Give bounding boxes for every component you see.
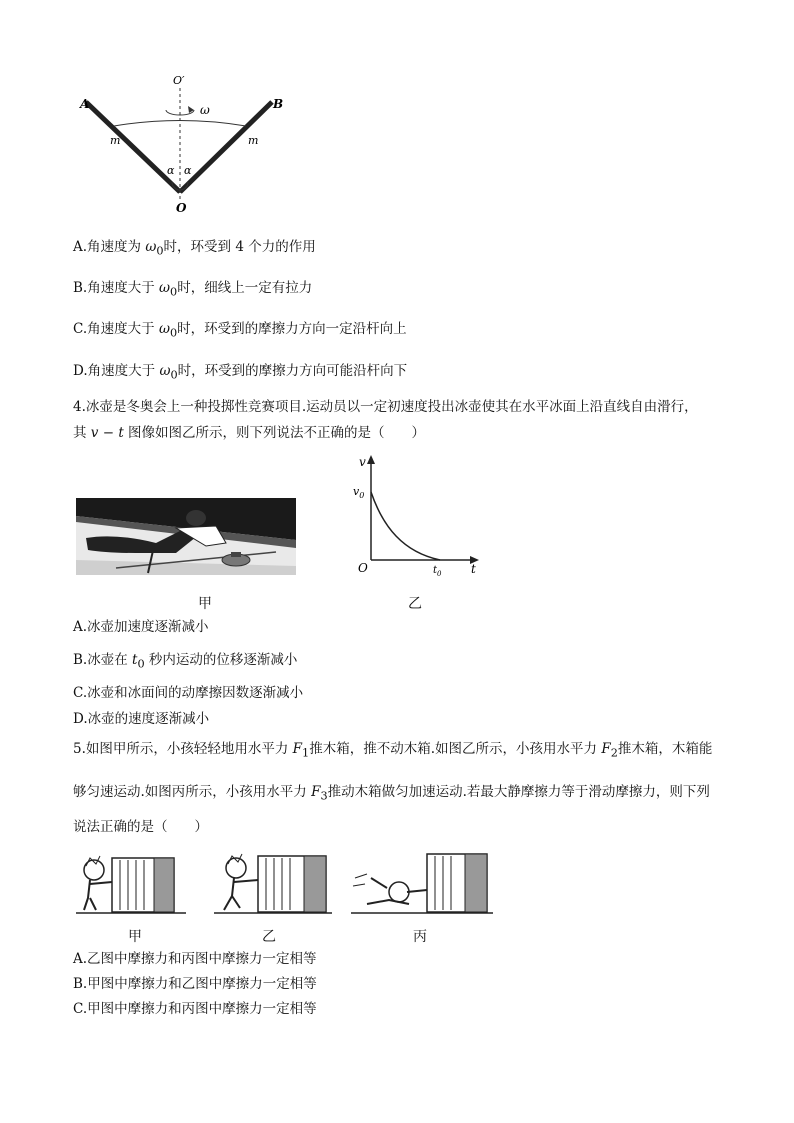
rotating-v-rod-figure [76, 70, 291, 220]
q5-caption-jia: 甲 [128, 929, 142, 945]
q5-caption-yi: 乙 [262, 929, 276, 945]
axis-label-t: t [471, 562, 476, 576]
label-a: A [80, 97, 90, 111]
label-m-right: m [248, 134, 259, 147]
q4-stem-line2: 其 v − t 图像如图乙所示，则下列说法不正确的是（ ） [73, 425, 426, 441]
q3-option-d: D.角速度大于 $\omega_0$时，环受到的摩擦力方向可能沿杆向下 [73, 363, 408, 382]
q4-stem-line1: 4.冰壶是冬奥会上一种投掷性竞赛项目.运动员以一定初速度投出冰壶使其在水平冰面上沿直线自由滑行， [73, 399, 698, 415]
v-t-graph [343, 452, 483, 577]
label-omega: ω [200, 103, 210, 117]
q3-option-a: A.角速度为 $\omega_0$时，环受到 4 个力的作用 [73, 239, 316, 258]
label-o-prime: O′ [173, 74, 185, 87]
label-alpha-right: α [184, 164, 192, 177]
child-pushing-box-bing [351, 848, 493, 916]
q4-caption-jia: 甲 [198, 596, 212, 612]
q3-option-b: B.角速度大于 $\omega_0$时，细线上一定有拉力 [73, 280, 313, 299]
svg-text:v0: $v_0$ [353, 485, 365, 500]
label-b: B [273, 97, 284, 111]
label-o: O [176, 201, 187, 215]
svg-text:t0: $t_0$ [433, 565, 442, 577]
t0-label: t [433, 565, 438, 576]
v0-label: v [353, 485, 360, 498]
q5-stem-line2: 够匀速运动.如图丙所示，小孩用水平力 $F_3$推动木箱做匀加速运动.若最大静摩擦力等于滑动摩擦力，则下列 [73, 784, 710, 803]
q4-option-b: B.冰壶在 $t_0$ 秒内运动的位移逐渐减小 [73, 652, 298, 671]
q5-stem-line3: 说法正确的是（ ） [73, 819, 208, 835]
label-alpha-left: α [167, 164, 175, 177]
label-m-left: m [110, 134, 121, 147]
axis-label-v: v [359, 455, 366, 469]
velocity-curve [371, 492, 440, 560]
q5-option-a: A.乙图中摩擦力和丙图中摩擦力一定相等 [73, 951, 317, 967]
q3-option-c: C.角速度大于 $\omega_0$时，环受到的摩擦力方向一定沿杆向上 [73, 321, 407, 340]
q4-option-d: D.冰壶的速度逐渐减小 [73, 711, 210, 727]
q5-stem-line1: 5.如图甲所示，小孩轻轻地用水平力 $F_1$推木箱，推不动木箱.如图乙所示，小孩用水平力 $F_2$推木箱，木箱能 [73, 741, 713, 760]
q4-option-a: A.冰壶加速度逐渐减小 [73, 619, 209, 635]
curling-photo [76, 498, 296, 575]
q5-option-c: C.甲图中摩擦力和丙图中摩擦力一定相等 [73, 1001, 317, 1017]
child-pushing-box-jia [76, 848, 186, 916]
q4-caption-yi: 乙 [408, 596, 422, 612]
origin-label: O [358, 561, 368, 575]
q4-option-c: C.冰壶和冰面间的动摩擦因数逐渐减小 [73, 685, 304, 701]
q5-caption-bing: 丙 [413, 929, 427, 945]
child-pushing-box-yi [214, 848, 332, 916]
q5-option-b: B.甲图中摩擦力和乙图中摩擦力一定相等 [73, 976, 317, 992]
